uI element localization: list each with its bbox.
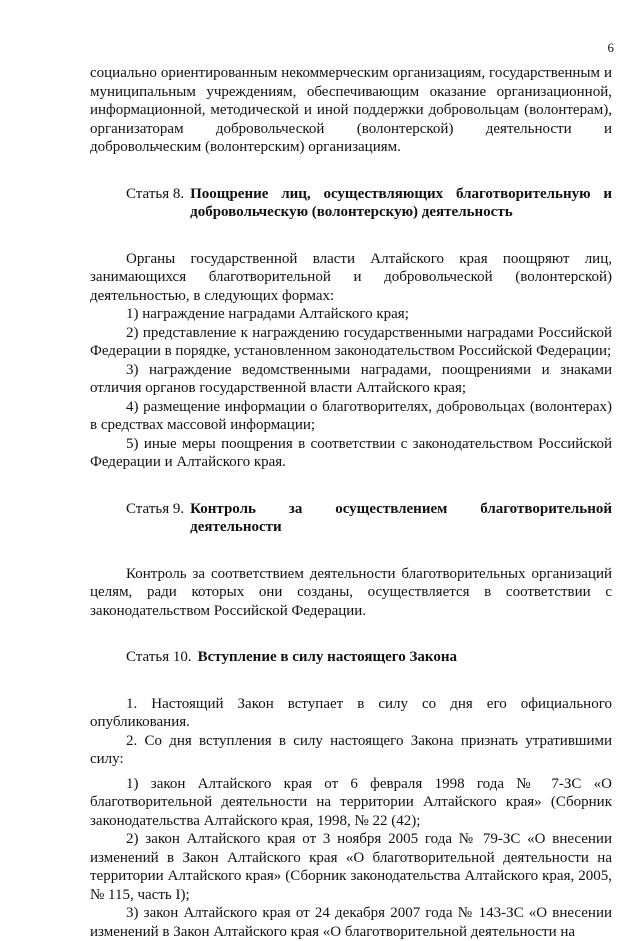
article-10-paragraph-1: 1. Настоящий Закон вступает в силу со дня его официального опубликования. bbox=[90, 695, 612, 730]
article-8-heading bbox=[90, 185, 612, 222]
article-8-title: Поощрение лиц, осуществляющих благотворительную и добровольческую (волонтерскую) деятельность bbox=[190, 185, 612, 220]
article-8-number: Статья 8. bbox=[126, 185, 185, 202]
article-10-item-3: 3) закон Алтайского края от 24 декабря 2007 года № 143-ЗС «О внесении изменений в Закон Алтайского края «О благотворительной деятельности на bbox=[90, 905, 612, 940]
article-10-number: Статья 10. bbox=[126, 649, 192, 665]
article-9-title bbox=[190, 500, 612, 537]
article-9-title-line-2: деятельности bbox=[190, 519, 282, 535]
article-8-item-3: 3) награждение ведомственными наградами, поощрениями и знаками отличия органов государственной власти Алтайского края; bbox=[90, 361, 612, 396]
article-10-item-2: 2) закон Алтайского края от 3 ноября 2005 года № 79-ЗС «О внесении изменений в Закон Алтайского края «О благотворительной деятельности на территории Алтайского края» (Сборник законодательства Алтайского края, 2005, № 115, часть I); bbox=[90, 831, 612, 903]
intro-paragraph: социально ориентированным некоммерческим организациям, государственным и муниципальным учреждениям, обеспечивающим оказание организационной, информационной, методической и иной поддержки добровольцам (волонтерам), организаторам добровольческой (волонтерской) деятельности и добровольческим (волонтерским) организациям. bbox=[90, 65, 612, 155]
article-9-title-line-1: Контроль за осуществлением благотворительной bbox=[190, 500, 612, 517]
article-8-item-1: 1) награждение наградами Алтайского края; bbox=[126, 306, 409, 322]
article-9-text: Контроль за соответствием деятельности благотворительных организаций целям, ради которых они созданы, осуществляется в соответствии с законодательством Российской Федерации. bbox=[90, 565, 612, 619]
article-8-item-2: 2) представление к награждению государственными наградами Российской Федерации в порядке, установленном законодательством Российской Федерации; bbox=[90, 324, 612, 359]
article-10-paragraph-2: 2. Со дня вступления в силу настоящего Закона признать утратившими силу: bbox=[90, 732, 612, 767]
article-9-number: Статья 9. bbox=[126, 500, 185, 517]
article-10-heading bbox=[90, 648, 612, 667]
article-10-item-1: 1) закон Алтайского края от 6 февраля 1998 года № 7-ЗС «О благотворительной деятельности на территории Алтайского края» (Сборник законодательства Алтайского края, 1998, № 22 (42); bbox=[90, 775, 612, 829]
page-number: 6 bbox=[607, 40, 614, 55]
article-8-lead: Органы государственной власти Алтайского края поощряют лиц, занимающихся благотворительной и добровольческой (волонтерской) деятельностью, в следующих формах: bbox=[90, 250, 612, 304]
article-8-item-5: 5) иные меры поощрения в соответствии с законодательством Российской Федерации и Алтайского края. bbox=[90, 435, 612, 470]
article-9-heading bbox=[90, 500, 612, 537]
article-8-item-4: 4) размещение информации о благотворителях, добровольцах (волонтерах) в средствах массовой информации; bbox=[90, 398, 612, 433]
article-10-title: Вступление в силу настоящего Закона bbox=[197, 649, 457, 665]
document-body bbox=[90, 64, 612, 941]
